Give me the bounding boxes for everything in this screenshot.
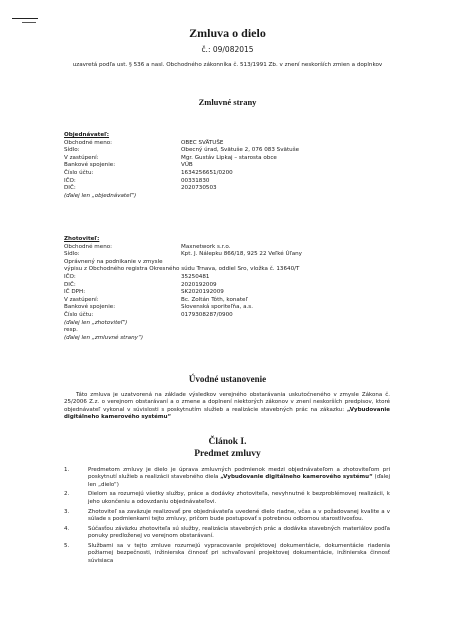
document-page: Zmluva o dielo č.: 09/082015 uzavretá podľa ust. § 536 a nasl. Obchodného zákonníka č. 513/1991 Zb. v znení neskorších zmien a doplnkov Zmluvné strany Objednávateľ: Obchodné meno: OBEC SVÄTUŠE Sídlo: Obecný úrad, Svätuše 2, 076 083 Svätuše V zastúpení: Mgr. Gustáv Lipkaj – starosta obce Bankové spojenie: VÚB Číslo účtu: 1634256651/0200 IČO: 00331830 DIČ: 2020730503 (ďalej len „objednávateľ“) Zhotoviteľ: Obchodné meno: Maxnetwork s.r.o. Sídlo: Kpt. J. Nálepku 866/18, 925 22 Veľké Úľany Oprávnený na podnikanie v zmysle výpisu z Obchodného registra Okresného súdu Trnava, oddiel Sro, vložka č. 13640/T IČO: 35250481 DIČ: 2020192009 IČ DPH: SK2020192009 V zastúpení: Bc. Zoltán Tóth, konateľ Bankové spojenie: Slovenská sporiteľňa, a.s. Číslo účtu: 0179308287/0900 (ďalej len „zhotoviteľ“) resp. (ďalej len „zmluvné strany“) Úvodné ustanovenie Táto zmluva je uzatvorená na základe výsledkov verejného obstarávania uskutočneného v zmysle Zákona č. 25/2006 Z.z. o verejnom obstarávaní a o zmene a doplnení niektorých zákonov v znení neskorších predpisov, ktoré objednávateľ vykonal v súvislosti s poskytnutím služieb a realizácie stavebných prác na zákazku: „Vybudovanie digitálneho kamerového systému“ Článok I. Predmet zmluvy 1. Predmetom zmluvy je dielo je úprava zmluvných podmienok medzi objednávateľom a zhotoviteľom pri poskytnutí služieb a realizácii stavebného diela „Vybudovanie digitálneho kamerového systému“ (ďalej len „dielo“) 2. Dielom sa rozumejú všetky služby, práce a dodávky zhotoviteľa, nevyhnutné k bezproblémovej realizácii, k jeho ukončeniu a odovzdaniu objednávateľovi. 3. Zhotoviteľ sa zaväzuje realizovať pre objednávateľa uvedené dielo riadne, včas a v požadovanej kvalite a v súlade s podmienkami tejto zmluvy, pričom bude postupovať s potrebnou odbornou starostlivosťou. 4. Súčasťou záväzku zhotoviteľa sú služby, realizácia stavebných prác a dodávka stavebných materiálov podľa ponuky predloženej vo verejnom obstarávaní. 5. Službami sa v tejto zmluve rozumejú vypracovanie projektovej dokumentácie, dokumentácie riadenia požiarnej bezpečnosti, inžinierska činnosť pri schvaľovaní projektovej dokumentácie, inžinierska činnosť súvisiaca xyxy=(0,0,455,640)
list-item: 5. Službami sa v tejto zmluve rozumejú vypracovanie projektovej dokumentácie, dokumentácie riadenia požiarnej bezpečnosti, inžinierska činnosť pri schvaľovaní projektovej dokumentácie, inžinierska činnosť súvisiaca xyxy=(64,543,390,564)
list-item: 2. Dielom sa rozumejú všetky služby, práce a dodávky zhotoviteľa, nevyhnutné k bezproblémovej realizácii, k jeho ukončeniu a odovzdaniu objednávateľovi. xyxy=(64,491,390,505)
list-item: 3. Zhotoviteľ sa zaväzuje realizovať pre objednávateľa uvedené dielo riadne, včas a v požadovanej kvalite a v súlade s podmienkami tejto zmluvy, pričom bude postupovať s potrebnou odbornou starostlivosťou. xyxy=(64,508,390,522)
legal-basis: uzavretá podľa ust. § 536 a nasl. Obchodného zákonníka č. 513/1991 Zb. v znení neskorších zmien a doplnkov xyxy=(72,62,383,68)
article-subtitle: Predmet zmluvy xyxy=(194,449,261,459)
section-title-intro: Úvodné ustanovenie xyxy=(188,374,267,384)
document-title: Zmluva o dielo xyxy=(189,26,266,40)
ink-mark xyxy=(12,18,38,19)
party-heading: Zhotoviteľ: xyxy=(64,236,100,242)
contract-number: č.: 09/082015 xyxy=(201,45,254,54)
section-title-parties: Zmluvné strany xyxy=(198,97,257,107)
article-title: Článok I. xyxy=(208,437,247,447)
list-item: 1. Predmetom zmluvy je dielo je úprava zmluvných podmienok medzi objednávateľom a zhotoviteľom pri poskytnutí služieb a realizácii stavebného diela „Vybudovanie digitálneho kamerového systému“ (ďalej len „dielo“) xyxy=(64,467,391,488)
party-alias-resp: resp. xyxy=(64,327,78,334)
list-item: 4. Súčasťou záväzku zhotoviteľa sú služby, realizácia stavebných prác a dodávka stavebných materiálov podľa ponuky predloženej vo verejnom obstarávaní. xyxy=(64,525,390,540)
party-heading: Objednávateľ: xyxy=(64,132,110,138)
party-alias: (ďalej len „objednávateľ“) xyxy=(64,192,137,199)
intro-paragraph: Táto zmluva je uzatvorená na základe výsledkov verejného obstarávania uskutočneného v zmysle Zákona č. 25/2006 Z.z. o verejnom obstarávaní a o zmene a doplnení niektorých zákonov v znení neskorších predpisov, ktoré objednávateľ vykonal v súvislosti s poskytnutím služieb a realizácie stavebných prác na zákazku: „Vybudovanie digitálneho kamerového systému“ xyxy=(64,392,390,421)
ink-mark xyxy=(22,22,36,23)
registration-line: výpisu z Obchodného registra Okresného súdu Trnava, oddiel Sro, vložka č. 13640/T xyxy=(64,266,300,273)
article-list xyxy=(64,467,390,568)
party-alias: (ďalej len „zmluvné strany“) xyxy=(64,334,144,341)
project-name: „Vybudovanie digitálneho kamerového systému“ xyxy=(64,406,390,421)
registration-line: Oprávnený na podnikanie v zmysle xyxy=(64,258,163,265)
party-alias: (ďalej len „zhotoviteľ“) xyxy=(64,319,128,326)
